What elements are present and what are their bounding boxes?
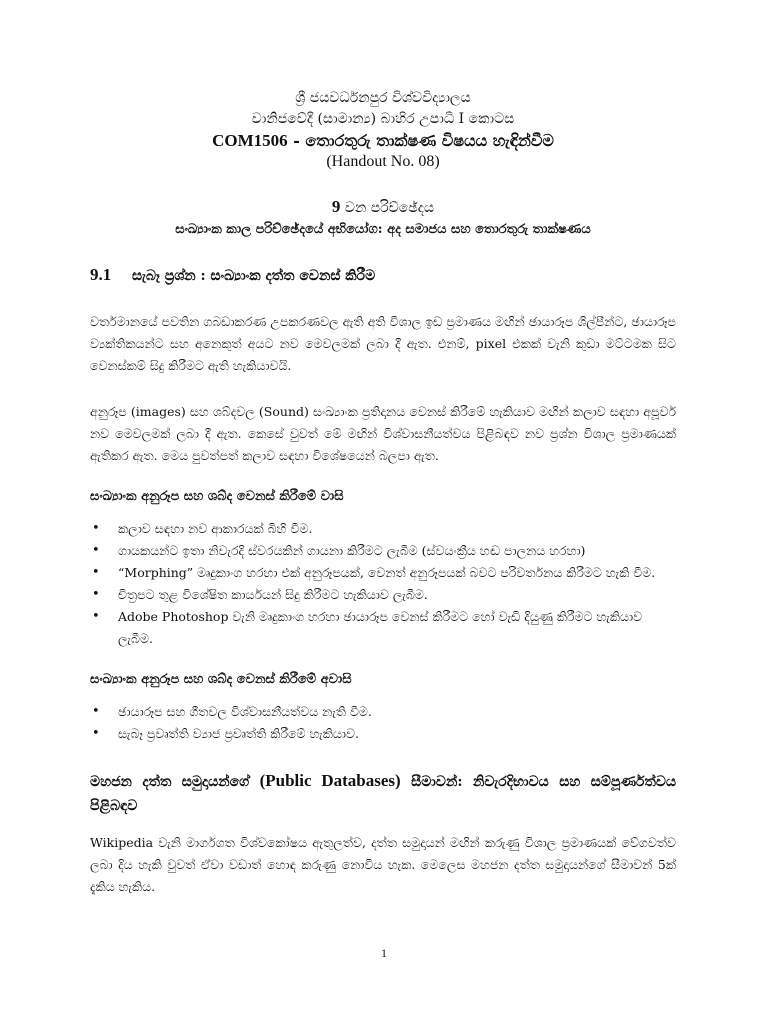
bullet-icon: •	[92, 704, 100, 719]
course-code: COM1506	[212, 131, 288, 150]
bullet-icon: •	[92, 543, 100, 558]
list-item: • චිත්‍රපට තුළ විශේෂිත කාර්යයන් සිදු කිරීමට හැකියාව ලැබීම.	[90, 584, 676, 606]
chapter-heading	[90, 196, 676, 241]
document-header	[90, 88, 676, 172]
degree-title: වානිජවේදී (සාමාන්‍ය) බාහිර උපාධි I කොටස	[251, 111, 515, 127]
bullet-icon: •	[92, 609, 100, 624]
bullet-icon: •	[92, 587, 100, 602]
section-title: සැබෑ ප්‍රශ්න : සංඛ්‍යාංක දත්ත වෙනස් කිරීම	[132, 268, 376, 284]
university-name: ශ්‍රී ජයවර්ධනපුර විශ්වවිද්‍යාලය	[295, 90, 471, 106]
section-number: 9.1	[90, 265, 112, 284]
public-databases-english: (Public Databases)	[259, 771, 401, 790]
chapter-label: වන පරිච්ඡේදය	[344, 200, 435, 216]
page-number: 1	[381, 946, 387, 960]
list-item: • සැබෑ ප්‍රවෘත්ති ව්‍යාජ ප්‍රවෘත්ති කිරීමේ හැකියාව.	[90, 723, 676, 745]
list-item: • Adobe Photoshop වැනි මෘදුකාංග හරහා ඡායාරූප වෙනස් කිරීමට හෝ වැඩි දියුණු කිරීමට හැකියාව ලැබීම.	[90, 606, 676, 650]
chapter-subtitle: සංඛ්‍යාංක කාල පරිච්ඡේදයේ අභියෝග: අද සමාජය සහ තොරතුරු තාක්ෂණය	[175, 222, 591, 237]
bullet-icon: •	[92, 726, 100, 741]
bullet-icon: •	[92, 565, 100, 580]
list-item: • ගායකයන්ට ඉතා නිවැරදි ස්වරයකින් ගායනා කිරීමට ලැබීම (ස්වයංක්‍රීය හඬ පාලනය හරහා)	[90, 540, 676, 562]
handout-number: (Handout No. 08)	[326, 153, 440, 170]
list-item: • ඡායාරූප සහ ගීතවල විශ්වාසනීයත්වය නැති වීම.	[90, 701, 676, 723]
course-title-line	[90, 130, 676, 151]
course-title: - තොරතුරු තාක්ෂණ විෂයය හැඳින්වීම	[293, 131, 554, 150]
advantages-heading: සංඛ්‍යාංක අනුරූප සහ ශබ්ද වෙනස් කිරීමේ වාසි	[90, 489, 344, 504]
section-heading	[90, 265, 676, 285]
public-databases-heading: මහජන දත්ත සමුදායන්ගේ (Public Databases) සීමාවන්: නිවැරදිභාවය සහ සම්පූර්ණත්වය පිළිබඳව	[90, 771, 677, 814]
disadvantages-list	[90, 701, 676, 745]
advantages-list	[90, 518, 676, 650]
list-item: • “Morphing” මෘදුකාංග හරහා එක් අනුරූපයක්, වෙනත් අනුරූපයක් බවට පරිවර්තනය කිරීමට හැකි වීම.	[90, 562, 676, 584]
paragraph-intro: වර්තමානයේ පවතින ගබඩාකරණ උපකරණවල ඇති අති විශාල ඉඩ ප්‍රමාණය මඟින් ඡායාරූප ශිල්පීන්ට, ඡායාරූප ව්‍යක්තිකයන්ට සහ අනෙකුත් අයට නව මෙවලමක් ලබා දී ඇත. එනම්, pixel එකක් වැනි කුඩා මට්ටමක සිට වෙනස්කම් සිදු කිරීමට ඇති හැකියාවයි.	[90, 314, 676, 373]
chapter-number: 9	[331, 197, 341, 216]
disadvantages-heading: සංඛ්‍යාංක අනුරූප සහ ශබ්ද වෙනස් කිරීමේ අවාසි	[90, 672, 352, 687]
paragraph-images-sound: අනුරූප (images) සහ ශබ්දවල (Sound) සංඛ්‍යාංක ප්‍රතිදානය වෙනස් කිරීමේ හැකියාව මඟින් කලාව සඳහා අපූර්ව නව මෙවලමක් ලබා දී ඇත. කෙසේ වුවත් මේ මඟින් විශ්වාසනීයත්වය පිළිබඳව නව ප්‍රශ්න විශාල ප්‍රමාණයක් ඇතිකර ඇත. මෙය පුවත්පත් කලාව සඳහා විශේෂයෙන් බලපා ඇත.	[90, 404, 676, 463]
bullet-icon: •	[92, 521, 100, 536]
paragraph-wikipedia: Wikipedia වැනි මාර්ගගත විශ්වකෝෂය ඇතුලත්ව, දත්ත සමුදායන් මඟින් කරුණු විශාල ප්‍රමාණයක් වේගවත්ව ලබා දිය හැකි වුවත් ඒවා වඩාත් හොඳ කරුණු නොවිය හැක. මෙලෙස මහජන දත්ත සමුදායන්ගේ සීමාවන් 5ක් දැකිය හැකිය.	[90, 835, 676, 894]
list-item: • කලාව සඳහා නව ආකාරයක් බිහි වීම.	[90, 518, 676, 540]
